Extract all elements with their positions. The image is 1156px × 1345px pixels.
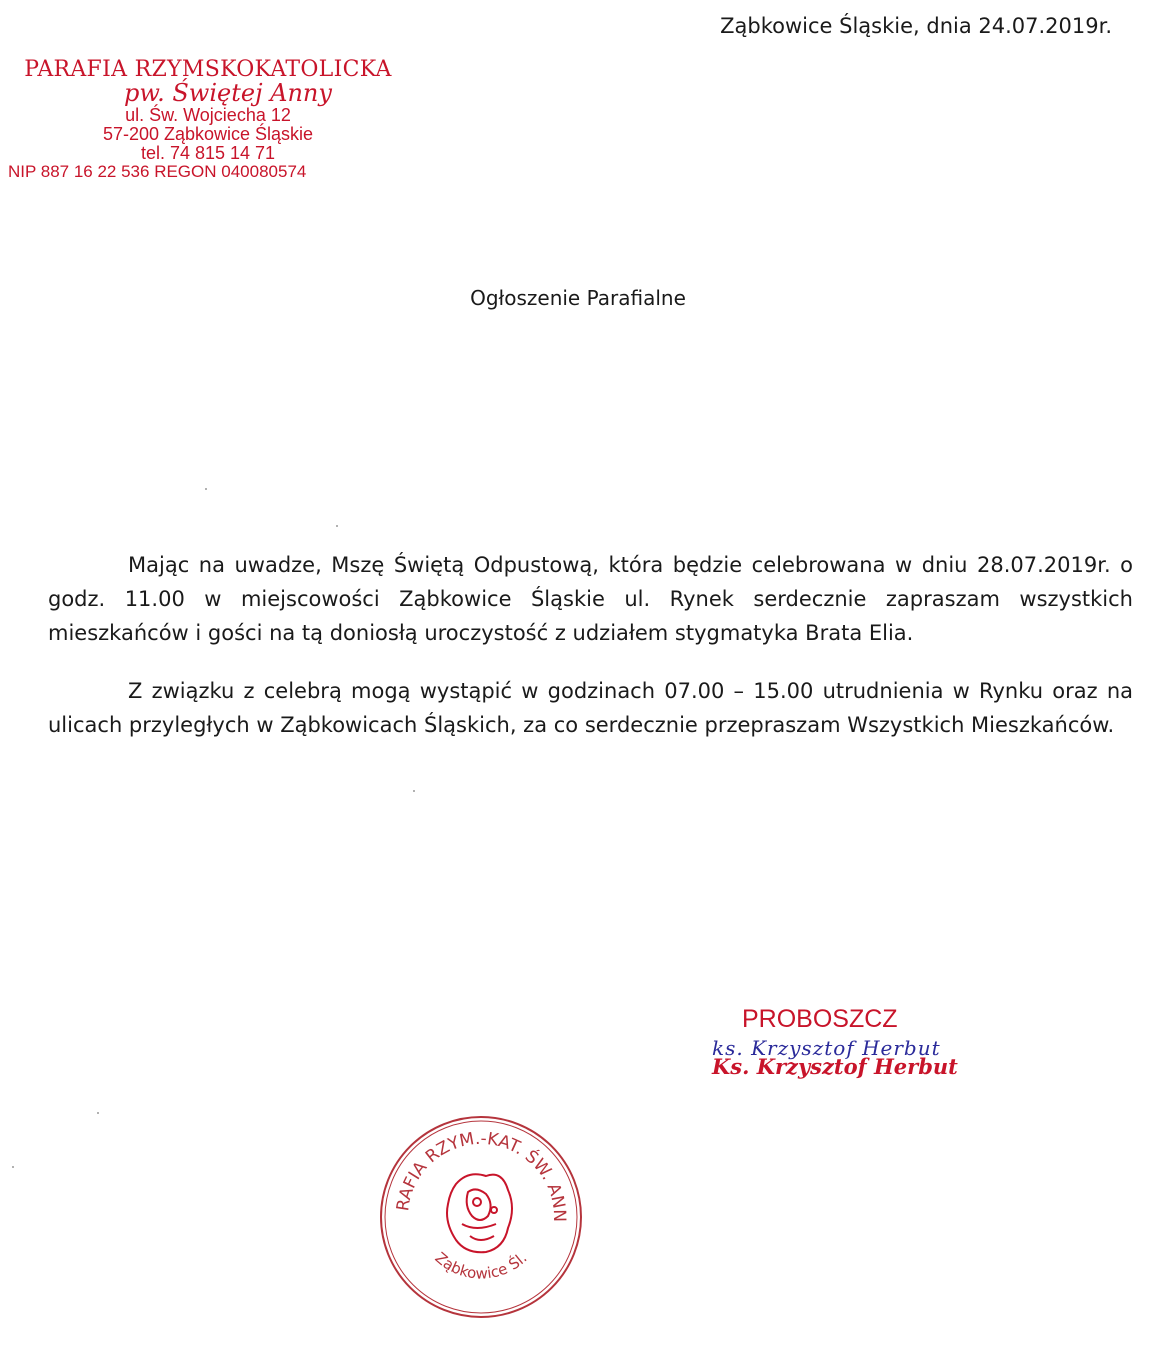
scan-speck [413,790,415,792]
signature-block [712,1005,992,1079]
paragraph-2 [48,674,1133,742]
seal-top-text: RAFIA RZYM.-KAT. ŚW. ANN [393,1128,570,1223]
date-line: Ząbkowice Śląskie, dnia 24.07.2019r. [720,14,1112,38]
parish-name: PARAFIA RZYMSKOKATOLICKA [24,57,392,82]
scan-speck [205,488,207,490]
parish-street: ul. Św. Wojciecha 12 [125,105,291,126]
parish-ids: NIP 887 16 22 536 REGON 040080574 [8,161,307,181]
seal-bottom-text: Ząbkowice Śl. [431,1248,531,1283]
paragraph-2-text: Z związku z celebrą mogą wystąpić w godzinach 07.00 – 15.00 utrudnienia w Rynku oraz na ulicach przyległych w Ząbkowicach Śląskich, za co serdecznie przepraszam Wszystkich Mieszkańców. [48,679,1133,737]
handwritten-signature: ks. Krzysztof Herbut [712,1036,941,1060]
seal-emblem [447,1174,512,1252]
paragraph-1-text: Mając na uwadze, Mszę Świętą Odpustową, która będzie celebrowana w dniu 28.07.2019r. o godz. 11.00 w miejscowości Ząbkowice Śląskie ul. Rynek serdecznie zapraszam wszystkich mieszkańców i gości na tą doniosłą uroczystość z udziałem stygmatyka Brata Elia. [48,553,1133,645]
document-title: Ogłoszenie Parafialne [470,286,686,310]
seal-graphic [376,1112,586,1322]
signature-role: PROBOSZCZ [742,1005,898,1033]
parish-patron: pw. Świętej Anny [124,79,332,108]
paragraph-1 [48,548,1133,650]
scan-speck [97,1112,99,1114]
signature-name: Ks. Krzysztof Herbut [712,1054,958,1079]
parish-phone: tel. 74 815 14 71 [140,143,276,164]
parish-header-stamp [8,58,408,181]
parish-round-seal [376,1112,586,1322]
parish-city: 57-200 Ząbkowice Śląskie [102,124,314,145]
scan-speck [12,1166,14,1168]
scan-speck [336,525,338,527]
